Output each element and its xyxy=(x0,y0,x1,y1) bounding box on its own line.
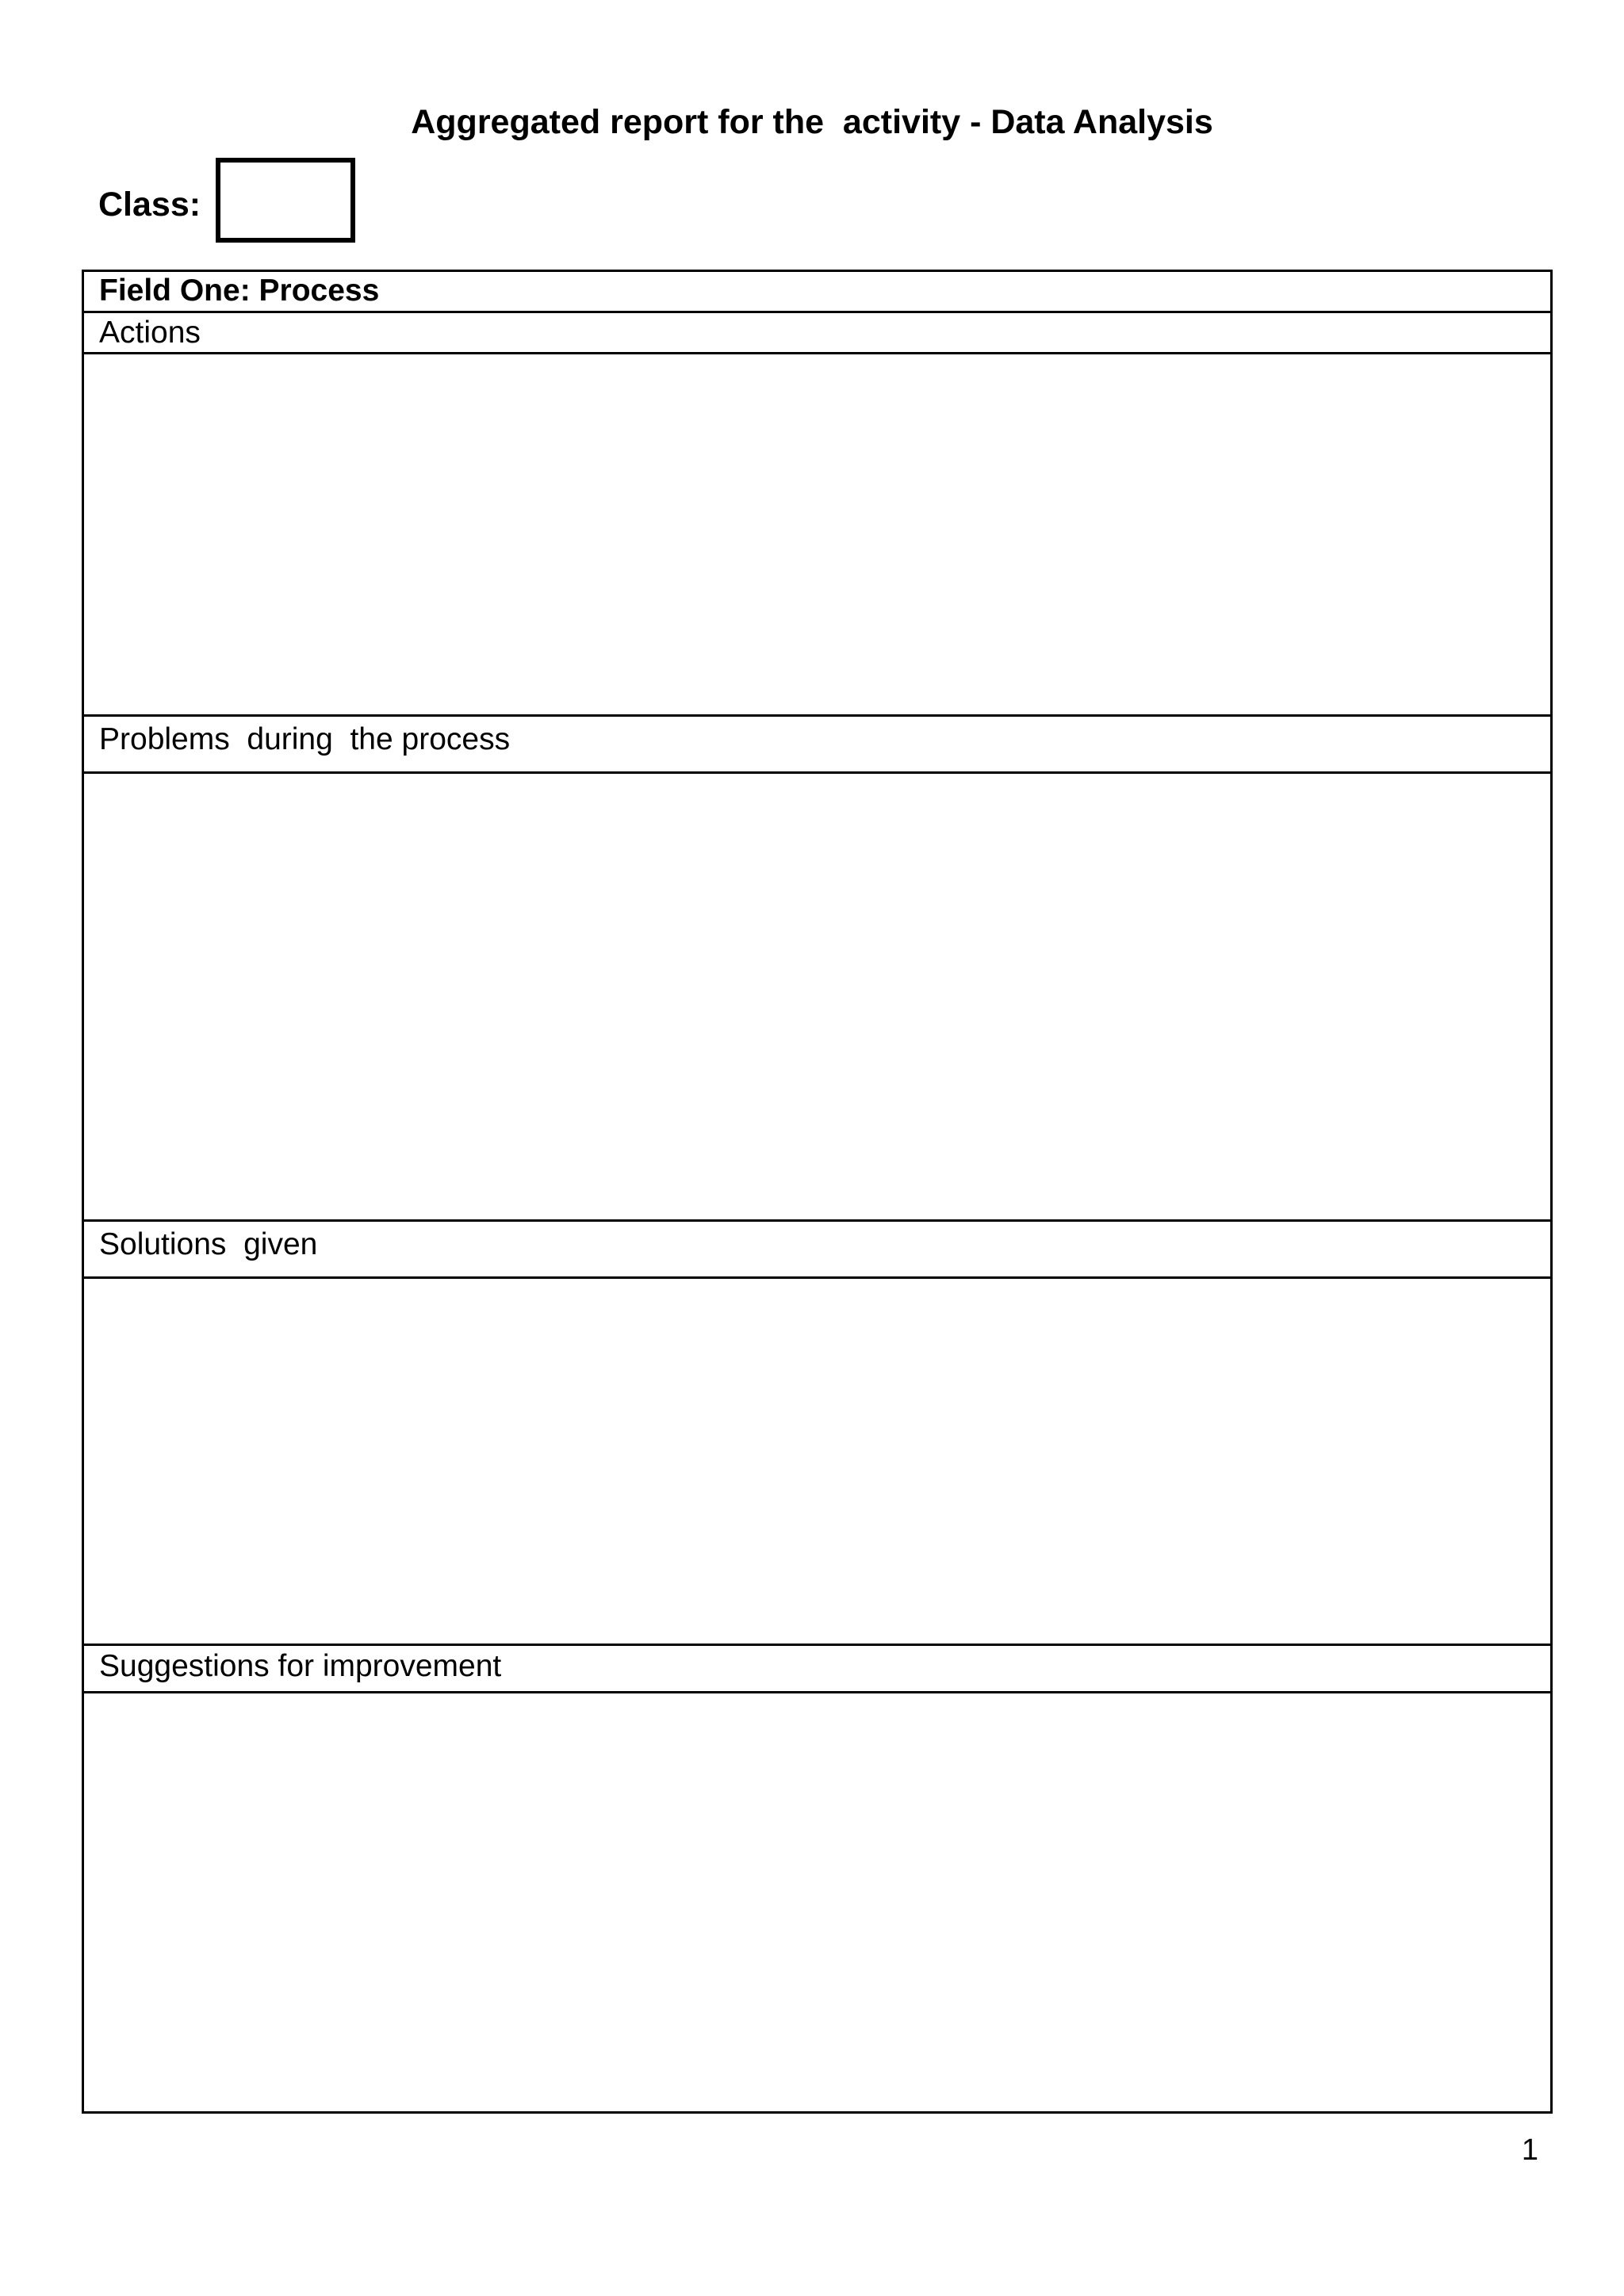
field-area-suggestions[interactable] xyxy=(84,1693,1550,2111)
section-heading-row xyxy=(84,272,1550,313)
field-area-solutions[interactable] xyxy=(84,1279,1550,1646)
field-area-actions[interactable] xyxy=(84,354,1550,717)
field-label-row-suggestions xyxy=(84,1646,1550,1693)
page-number: 1 xyxy=(1521,2133,1538,2167)
class-field[interactable] xyxy=(216,158,355,243)
field-label-row-actions xyxy=(84,313,1550,354)
section-heading: Field One: Process xyxy=(99,274,380,308)
field-label-actions: Actions xyxy=(99,316,201,350)
report-table xyxy=(82,270,1553,2114)
field-label-row-problems xyxy=(84,717,1550,774)
field-label-solutions: Solutions given xyxy=(99,1227,318,1261)
field-label-problems: Problems during the process xyxy=(99,722,511,756)
page-title: Aggregated report for the activity - Data Analysis xyxy=(411,103,1213,141)
class-label: Class: xyxy=(98,186,201,224)
field-label-suggestions: Suggestions for improvement xyxy=(99,1649,502,1683)
field-area-problems[interactable] xyxy=(84,774,1550,1222)
field-label-row-solutions xyxy=(84,1222,1550,1279)
